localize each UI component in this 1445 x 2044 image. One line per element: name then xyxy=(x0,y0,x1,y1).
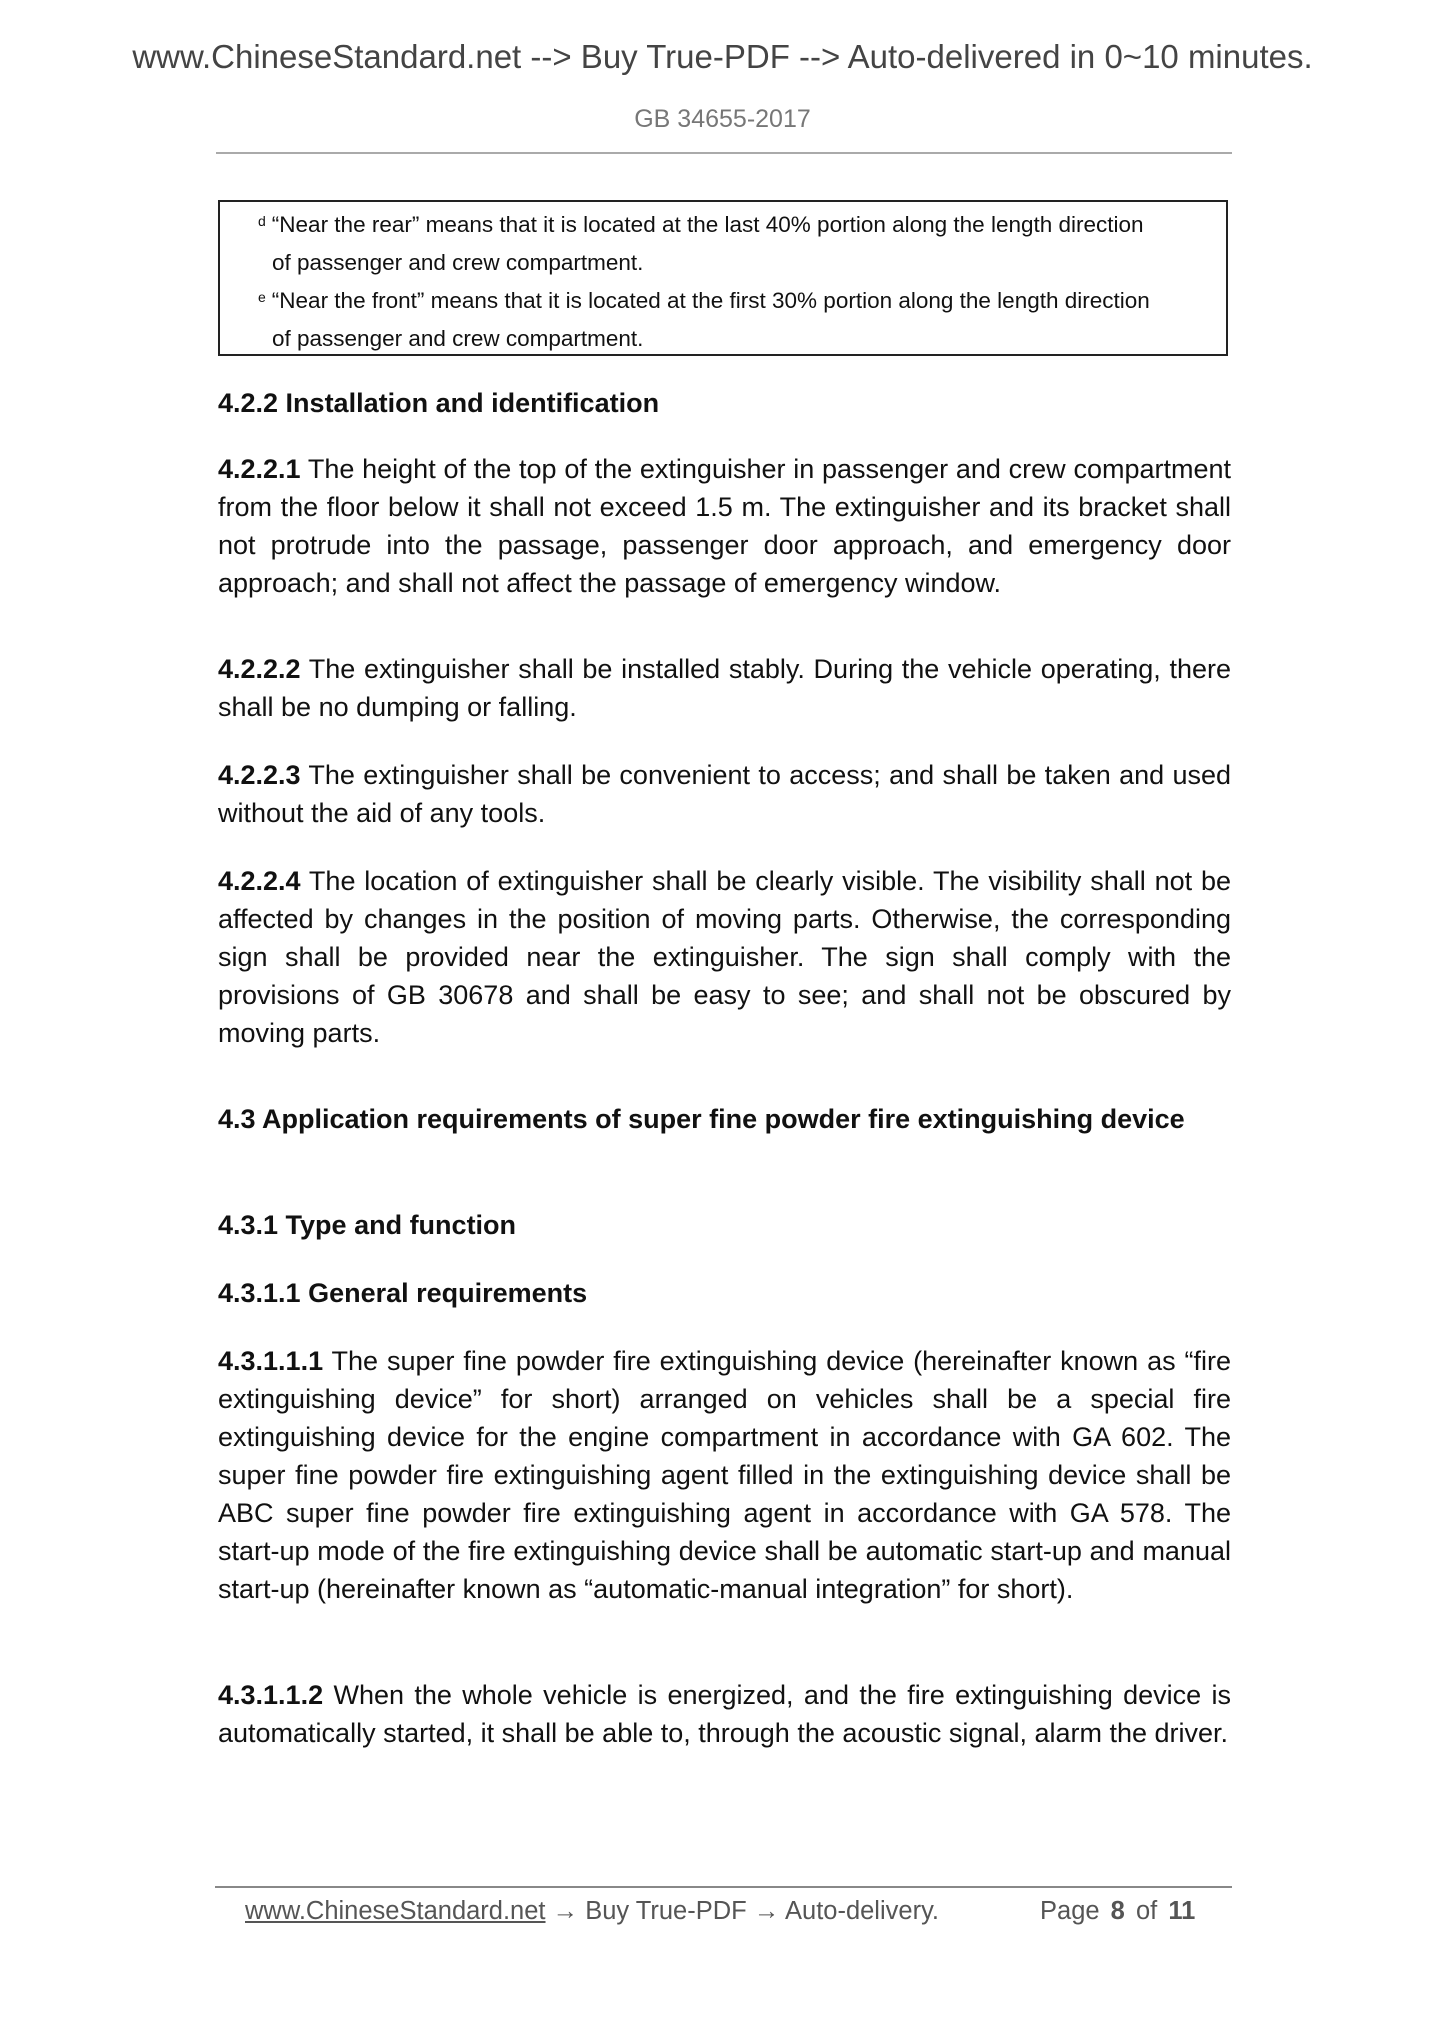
clause-number: 4.2.2.3 xyxy=(218,760,301,790)
clause-number: 4.2.2.1 xyxy=(218,454,301,484)
arrow-right-icon: → xyxy=(746,1897,785,1925)
footnote-text-continued: of passenger and crew compartment. xyxy=(272,250,644,275)
clause-text: When the whole vehicle is energized, and the fire extinguishing device is automatically started, it shall be able to, through the acoustic signal, alarm the driver. xyxy=(218,1680,1231,1748)
footnote-d xyxy=(258,206,1224,282)
page-indicator xyxy=(1040,1897,1195,1926)
footer-promo xyxy=(245,1897,939,1926)
clause-text: The super fine powder fire extinguishing device (hereinafter known as “fire extinguishing device” for short) arranged on vehicles shall be a special fire extinguishing device for the engine compartment in accordance with GA 602. The super fine powder fire extinguishing agent filled in the extinguishing device shall be ABC super fine powder fire extinguishing agent in accordance with GA 578. The start-up mode of the fire extinguishing device shall be automatic start-up and manual start-up (hereinafter known as “automatic-manual integration” for short). xyxy=(218,1346,1231,1604)
clause-number: 4.2.2.4 xyxy=(218,866,301,896)
table-footnotes-box xyxy=(218,200,1228,356)
heading-4-3: 4.3 Application requirements of super fine powder fire extinguishing device xyxy=(218,1104,1185,1134)
footnote-marker: e xyxy=(258,289,266,305)
clause-4-2-2-3 xyxy=(218,756,1231,832)
page-total: 11 xyxy=(1168,1897,1196,1925)
header-divider xyxy=(216,152,1232,154)
footnote-marker: d xyxy=(258,213,266,229)
clause-number: 4.3.1.1.1 xyxy=(218,1346,324,1376)
footnote-text: “Near the front” means that it is located at the first 30% portion along the length direction xyxy=(271,288,1150,313)
arrow-right-icon: → xyxy=(545,1897,586,1925)
standard-code: GB 34655-2017 xyxy=(634,105,811,133)
clause-4-3-1-1-1 xyxy=(218,1342,1231,1608)
clause-4-2-2-1 xyxy=(218,450,1231,602)
clause-text: The location of extinguisher shall be clearly visible. The visibility shall not be affected by changes in the position of moving parts. Otherwise, the corresponding sign shall be provided near the extinguisher. The sign shall comply with the provisions of GB 30678 and shall be easy to see; and shall not be obscured by moving parts. xyxy=(218,866,1231,1048)
of-label: of xyxy=(1135,1897,1158,1925)
footer-delivery-text: Auto-delivery. xyxy=(785,1897,940,1925)
footer-site-link[interactable]: www.ChineseStandard.net xyxy=(245,1897,546,1925)
footnote-text: “Near the rear” means that it is located at the last 40% portion along the length direction xyxy=(271,212,1144,237)
heading-4-3-1: 4.3.1 Type and function xyxy=(218,1210,517,1240)
page-label: Page xyxy=(1040,1897,1100,1925)
heading-4-2-2: 4.2.2 Installation and identification xyxy=(218,388,660,418)
clause-4-2-2-4 xyxy=(218,862,1231,1052)
clause-4-3-1-1-2 xyxy=(218,1676,1231,1752)
clause-text: The extinguisher shall be convenient to access; and shall be taken and used without the aid of any tools. xyxy=(218,760,1231,828)
page-number: 8 xyxy=(1110,1897,1125,1925)
footer-divider xyxy=(215,1886,1232,1888)
clause-4-2-2-2 xyxy=(218,650,1231,726)
header-banner-text: www.ChineseStandard.net --> Buy True-PDF --> Auto-delivered in 0~10 minutes. xyxy=(132,38,1313,75)
footnote-e xyxy=(258,282,1224,358)
footnote-text-continued: of passenger and crew compartment. xyxy=(272,326,644,351)
clause-number: 4.3.1.1.2 xyxy=(218,1680,324,1710)
footer-buy-text: Buy True-PDF xyxy=(585,1897,747,1925)
clause-text: The extinguisher shall be installed stably. During the vehicle operating, there shall be no dumping or falling. xyxy=(218,654,1231,722)
clause-text: The height of the top of the extinguisher in passenger and crew compartment from the floor below it shall not exceed 1.5 m. The extinguisher and its bracket shall not protrude into the passage, passenger door approach, and emergency door approach; and shall not affect the passage of emergency window. xyxy=(218,454,1231,598)
clause-number: 4.2.2.2 xyxy=(218,654,301,684)
heading-4-3-1-1: 4.3.1.1 General requirements xyxy=(218,1278,588,1308)
